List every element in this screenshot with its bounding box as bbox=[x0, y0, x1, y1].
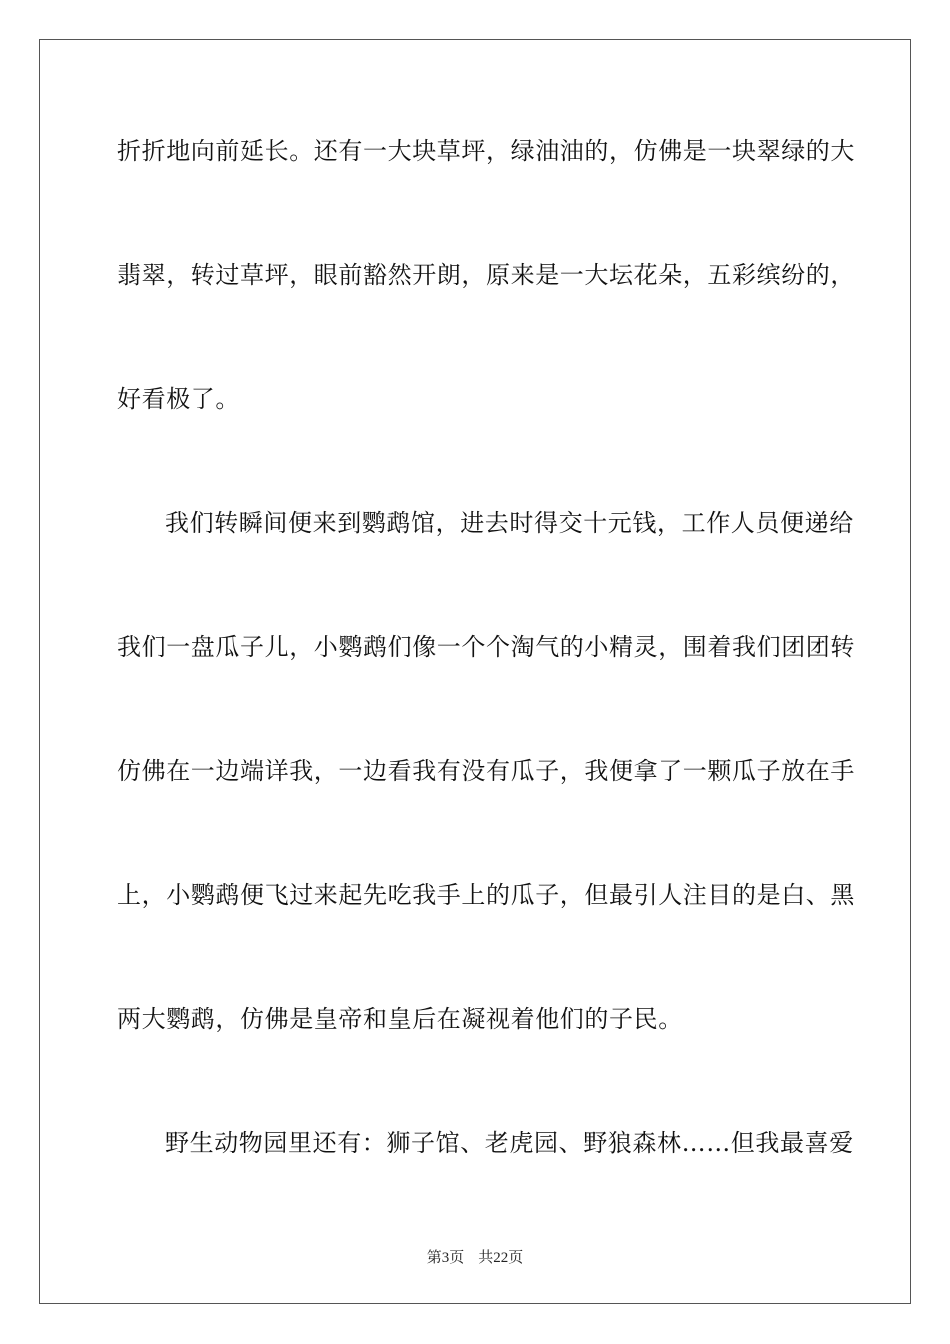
text-line-2: 翡翠，转过草坪，眼前豁然开朗，原来是一大坛花朵，五彩缤纷的， bbox=[117, 261, 855, 289]
text-line-1: 折折地向前延长。还有一大块草坪，绿油油的，仿佛是一块翠绿的大 bbox=[117, 137, 855, 165]
text-line-6: 仿佛在一边端详我，一边看我有没有瓜子，我便拿了一颗瓜子放在手 bbox=[117, 757, 855, 785]
text-line-9: 野生动物园里还有：狮子馆、老虎园、野狼森林……但我最喜爱 bbox=[165, 1129, 854, 1157]
page-total: 共22页 bbox=[478, 1250, 524, 1266]
page-footer bbox=[0, 1246, 950, 1267]
page-number: 第3页 bbox=[426, 1250, 465, 1266]
text-line-4: 我们转瞬间便来到鹦鹉馆，进去时得交十元钱，工作人员便递给 bbox=[165, 509, 854, 537]
text-line-3: 好看极了。 bbox=[117, 385, 240, 413]
text-line-7: 上，小鹦鹉便飞过来起先吃我手上的瓜子，但最引人注目的是白、黑 bbox=[117, 881, 855, 909]
text-line-8: 两大鹦鹉，仿佛是皇帝和皇后在凝视着他们的子民。 bbox=[117, 1005, 683, 1033]
page-border bbox=[39, 39, 911, 1304]
text-line-5: 我们一盘瓜子儿，小鹦鹉们像一个个淘气的小精灵，围着我们团团转 bbox=[117, 633, 855, 661]
